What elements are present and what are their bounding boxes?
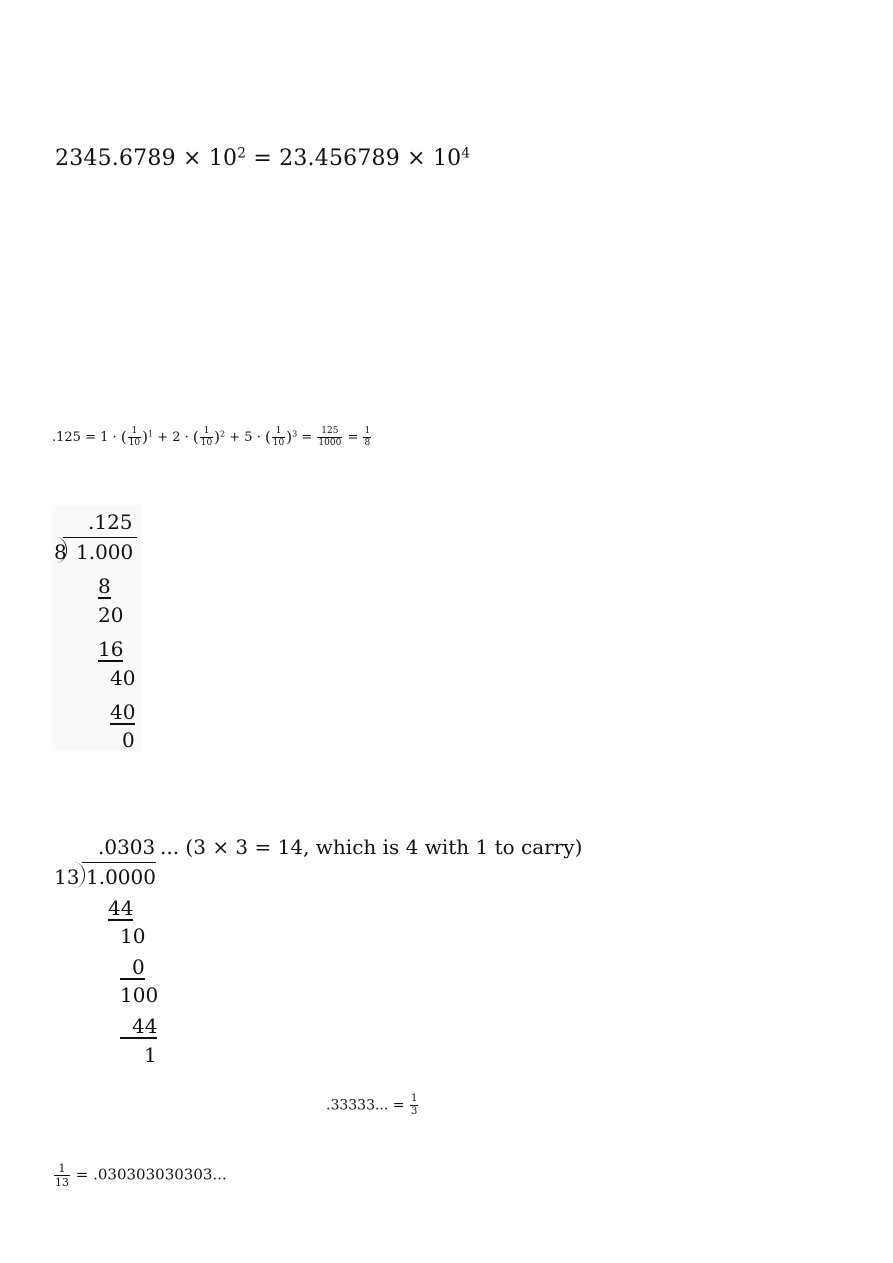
eq2-equals: = <box>301 430 313 445</box>
division-quotient: .125 <box>88 510 133 534</box>
long-division-one-eighth <box>52 505 142 751</box>
division-divisor: 8 <box>54 540 67 564</box>
division-step: 0 <box>120 956 145 980</box>
eq1-base: 10 <box>432 146 462 171</box>
division-step: 10 <box>120 924 146 948</box>
equation-repeating-third <box>326 1094 419 1117</box>
eq1-base: 10 <box>208 146 238 171</box>
division-step: 44 <box>120 1015 157 1039</box>
division-step: 0 <box>122 728 135 752</box>
eq1-times-sign: × <box>182 146 202 171</box>
tenth-fraction: $\frac{1}{10}$ <box>272 426 285 448</box>
division-step: 1 <box>144 1043 157 1067</box>
fraction-one-eighth: $\frac{1}{8}$ <box>364 426 371 448</box>
equation-repeating-thirteenth <box>53 1163 227 1188</box>
division-step: 40 <box>110 666 136 690</box>
tenth-fraction: $\frac{1}{10}$ <box>128 426 141 448</box>
division-divisor: 13 <box>54 865 80 889</box>
division-dividend: 1.000 <box>76 540 134 564</box>
division-quotient: .0303 <box>98 835 156 859</box>
eq2-term-coef: 1 · <box>100 430 117 445</box>
fraction-one-third: $\frac{1}{3}$ <box>410 1093 418 1117</box>
division-step: 44 <box>108 896 134 920</box>
division-step: 8 <box>98 574 111 598</box>
eq2-power: 3 <box>292 429 298 439</box>
eq2-lhs: .125 = <box>52 430 96 445</box>
fraction-one-thirteenth: $\frac{1}{13}$ <box>55 1162 69 1189</box>
division-step: 40 <box>110 700 136 724</box>
eq2-term-coef: + 5 · <box>229 430 261 445</box>
division-step: 20 <box>98 603 124 627</box>
division-step: 100 <box>120 983 159 1007</box>
eq2-term-coef: + 2 · <box>157 430 189 445</box>
eq1-exponent: 4 <box>461 145 471 162</box>
eq1-times-sign: × <box>407 146 426 171</box>
tenth-fraction: $\frac{1}{10}$ <box>200 426 213 448</box>
eq1-equals: = <box>253 146 272 171</box>
long-division-one-thirteenth <box>52 832 652 1072</box>
eq2-power: 2 <box>220 429 226 439</box>
eq4-rhs: = .030303030303... <box>75 1165 227 1184</box>
eq1-lhs-mantissa: 2345.6789 <box>55 146 176 171</box>
eq1-rhs-mantissa: 23.456789 <box>279 146 400 171</box>
fraction-125-over-1000: $\frac{125}{1000}$ <box>318 426 342 448</box>
equation-scientific-notation <box>55 146 470 171</box>
eq2-equals: = <box>347 430 359 445</box>
division-dividend: 1.0000 <box>86 865 156 889</box>
eq3-lhs: .33333... = <box>326 1097 405 1114</box>
division-note: ... (3 × 3 = 14, which is 4 with 1 to carry) <box>160 835 583 859</box>
eq1-exponent: 2 <box>237 145 247 162</box>
eq2-power: 1 <box>147 429 154 439</box>
division-step: 16 <box>98 637 124 661</box>
equation-decimal-expansion: .125 = 1 · ( $\frac{1}{10}$ )$^1$ + 2 · ( $\frac{1}{10}$ )$^2$ + 5 · ( $\frac{1}{10}$ )$^3$ = $\frac{125}{1000}$ = $\frac{1}{8}$ <box>52 426 371 448</box>
